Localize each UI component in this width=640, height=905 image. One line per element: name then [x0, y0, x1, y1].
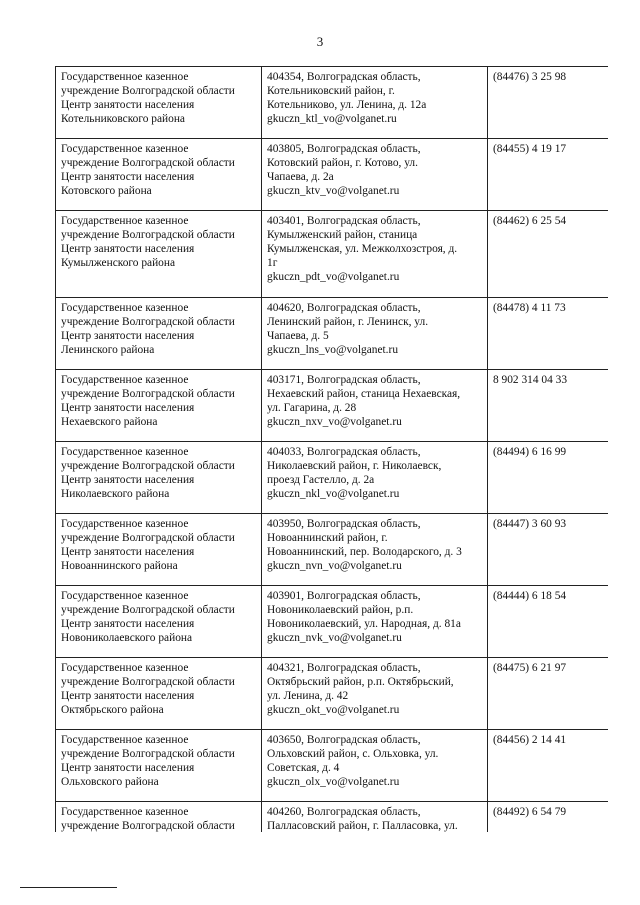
address-line: 404321, Волгоградская область,: [267, 662, 421, 674]
phone-number: (84492) 6 54 79: [493, 806, 567, 818]
organization-name-line: учреждение Волгоградской области: [61, 532, 235, 544]
organization-name-line: Кумылженского района: [61, 257, 176, 269]
phone-cell: [488, 442, 609, 514]
table-row: [56, 730, 609, 802]
registry-table-container: [55, 66, 608, 832]
email-text: gkuczn_olx_vo@volganet.ru: [267, 776, 400, 788]
table-row: [56, 67, 609, 139]
address-line: Котельниковский район, г.: [267, 85, 395, 97]
organization-name-line: Государственное казенное: [61, 806, 189, 818]
organization-name-line: учреждение Волгоградской области: [61, 388, 235, 400]
email-text: gkuczn_pdt_vo@volganet.ru: [267, 271, 400, 283]
address-line: Новоаннинский район, г.: [267, 532, 388, 544]
organization-name-line: Государственное казенное: [61, 215, 189, 227]
phone-number: (84476) 3 25 98: [493, 71, 567, 83]
organization-name-line: учреждение Волгоградской области: [61, 604, 235, 616]
phone-number: (84456) 2 14 41: [493, 734, 567, 746]
organization-name-line: Государственное казенное: [61, 143, 189, 155]
address-line: Октябрьский район, р.п. Октябрьский,: [267, 676, 454, 688]
phone-cell: [488, 67, 609, 139]
organization-name-line: учреждение Волгоградской области: [61, 748, 235, 760]
email-text: gkuczn_lns_vo@volganet.ru: [267, 344, 399, 356]
address-line: 404033, Волгоградская область,: [267, 446, 421, 458]
address-cell: [262, 298, 488, 370]
address-cell: [262, 442, 488, 514]
organization-name-line: Государственное казенное: [61, 662, 189, 674]
organization-name-cell: [56, 586, 262, 658]
phone-cell: [488, 139, 609, 211]
address-line: Кумылженская, ул. Межколхозстроя, д.: [267, 243, 458, 255]
organization-name-line: учреждение Волгоградской области: [61, 460, 235, 472]
phone-number: (84462) 6 25 54: [493, 215, 567, 227]
address-line: Новониколаевский район, р.п.: [267, 604, 414, 616]
phone-cell: [488, 658, 609, 730]
address-line: 403401, Волгоградская область,: [267, 215, 421, 227]
address-line: 403805, Волгоградская область,: [267, 143, 421, 155]
address-line: Новониколаевский, ул. Народная, д. 81а: [267, 618, 461, 630]
phone-cell: [488, 586, 609, 658]
table-row: [56, 514, 609, 586]
organization-name-line: Центр занятости населения: [61, 402, 195, 414]
email-text: gkuczn_ktl_vo@volganet.ru: [267, 113, 397, 125]
table-row: [56, 586, 609, 658]
footnote-separator: [20, 887, 117, 888]
address-cell: [262, 139, 488, 211]
address-line: Котельниково, ул. Ленина, д. 12а: [267, 99, 427, 111]
organization-name-line: Центр занятости населения: [61, 546, 195, 558]
organization-name-cell: [56, 67, 262, 139]
address-cell: [262, 658, 488, 730]
organization-name-line: учреждение Волгоградской области: [61, 157, 235, 169]
address-line: проезд Гастелло, д. 2а: [267, 474, 375, 486]
organization-name-line: Котельниковского района: [61, 113, 185, 125]
organization-name-line: Центр занятости населения: [61, 330, 195, 342]
organization-name-line: учреждение Волгоградской области: [61, 229, 235, 241]
organization-name-line: Государственное казенное: [61, 518, 189, 530]
email-text: gkuczn_okt_vo@volganet.ru: [267, 704, 400, 716]
organization-name-cell: [56, 658, 262, 730]
table-row: [56, 802, 609, 833]
phone-cell: [488, 730, 609, 802]
organization-name-line: Центр занятости населения: [61, 243, 195, 255]
phone-cell: [488, 514, 609, 586]
address-line: 404620, Волгоградская область,: [267, 302, 421, 314]
address-line: Кумылженский район, станица: [267, 229, 418, 241]
address-line: 403950, Волгоградская область,: [267, 518, 421, 530]
address-line: Чапаева, д. 2а: [267, 171, 334, 183]
address-line: 403901, Волгоградская область,: [267, 590, 421, 602]
phone-cell: [488, 211, 609, 298]
organization-name-line: учреждение Волгоградской области: [61, 316, 235, 328]
phone-number: (84455) 4 19 17: [493, 143, 567, 155]
organization-name-line: Центр занятости населения: [61, 474, 195, 486]
organization-name-cell: [56, 211, 262, 298]
address-line: Ленинский район, г. Ленинск, ул.: [267, 316, 429, 328]
organization-name-line: Ольховского района: [61, 776, 159, 788]
phone-cell: [488, 802, 609, 833]
organization-name-line: Центр занятости населения: [61, 762, 195, 774]
address-cell: [262, 370, 488, 442]
organization-name-line: Центр занятости населения: [61, 690, 195, 702]
phone-number: 8 902 314 04 33: [493, 374, 568, 386]
organization-name-line: Государственное казенное: [61, 302, 189, 314]
address-cell: [262, 211, 488, 298]
organization-name-cell: [56, 442, 262, 514]
organization-name-line: учреждение Волгоградской области: [61, 85, 235, 97]
address-line: ул. Ленина, д. 42: [267, 690, 349, 702]
table-row: [56, 658, 609, 730]
organization-name-line: Новониколаевского района: [61, 632, 193, 644]
address-line: 404354, Волгоградская область,: [267, 71, 421, 83]
address-cell: [262, 802, 488, 833]
address-line: Котовский район, г. Котово, ул.: [267, 157, 418, 169]
organization-name-line: Государственное казенное: [61, 446, 189, 458]
email-text: gkuczn_nxv_vo@volganet.ru: [267, 416, 402, 428]
organization-name-cell: [56, 730, 262, 802]
address-cell: [262, 514, 488, 586]
organization-name-line: Государственное казенное: [61, 734, 189, 746]
phone-number: (84444) 6 18 54: [493, 590, 567, 602]
address-line: Николаевский район, г. Николаевск,: [267, 460, 442, 472]
organization-name-line: Государственное казенное: [61, 590, 189, 602]
organization-name-line: Новоаннинского района: [61, 560, 178, 572]
organization-name-line: учреждение Волгоградской области: [61, 676, 235, 688]
organization-name-line: Центр занятости населения: [61, 171, 195, 183]
organization-name-line: Центр занятости населения: [61, 99, 195, 111]
organization-name-cell: [56, 370, 262, 442]
address-line: Нехаевский район, станица Нехаевская,: [267, 388, 461, 400]
email-text: gkuczn_ktv_vo@volganet.ru: [267, 185, 400, 197]
organization-name-line: Нехаевского района: [61, 416, 158, 428]
address-line: Новоаннинский, пер. Володарского, д. 3: [267, 546, 462, 558]
page-number: 3: [316, 34, 324, 49]
address-line: 403171, Волгоградская область,: [267, 374, 421, 386]
table-row: [56, 211, 609, 298]
table-row: [56, 139, 609, 211]
phone-number: (84475) 6 21 97: [493, 662, 567, 674]
address-cell: [262, 730, 488, 802]
table-row: [56, 442, 609, 514]
organization-name-cell: [56, 298, 262, 370]
organization-name-cell: [56, 802, 262, 833]
table-row: [56, 298, 609, 370]
address-cell: [262, 67, 488, 139]
email-text: gkuczn_nvk_vo@volganet.ru: [267, 632, 402, 644]
phone-number: (84447) 3 60 93: [493, 518, 567, 530]
email-text: gkuczn_nkl_vo@volganet.ru: [267, 488, 400, 500]
address-cell: [262, 586, 488, 658]
organization-name-line: Государственное казенное: [61, 71, 189, 83]
table-body: [56, 67, 609, 833]
address-line: Ольховский район, с. Ольховка, ул.: [267, 748, 439, 760]
email-text: gkuczn_nvn_vo@volganet.ru: [267, 560, 402, 572]
organization-name-cell: [56, 514, 262, 586]
address-line: Палласовский район, г. Палласовка, ул.: [267, 820, 458, 832]
address-line: Советская, д. 4: [267, 762, 340, 774]
table-row: [56, 370, 609, 442]
address-line: ул. Гагарина, д. 28: [267, 402, 357, 414]
organization-name-line: Государственное казенное: [61, 374, 189, 386]
address-line: 403650, Волгоградская область,: [267, 734, 421, 746]
organization-name-line: учреждение Волгоградской области: [61, 820, 235, 832]
organization-name-line: Центр занятости населения: [61, 618, 195, 630]
phone-number: (84478) 4 11 73: [493, 302, 566, 314]
address-line: 404260, Волгоградская область,: [267, 806, 421, 818]
phone-cell: [488, 298, 609, 370]
organization-name-line: Николаевского района: [61, 488, 170, 500]
phone-cell: [488, 370, 609, 442]
address-line: 1г: [267, 257, 278, 269]
organization-name-cell: [56, 139, 262, 211]
organization-name-line: Ленинского района: [61, 344, 155, 356]
organization-name-line: Котовского района: [61, 185, 152, 197]
employment-centers-table: [55, 66, 608, 832]
address-line: Чапаева, д. 5: [267, 330, 329, 342]
phone-number: (84494) 6 16 99: [493, 446, 567, 458]
organization-name-line: Октябрьского района: [61, 704, 164, 716]
